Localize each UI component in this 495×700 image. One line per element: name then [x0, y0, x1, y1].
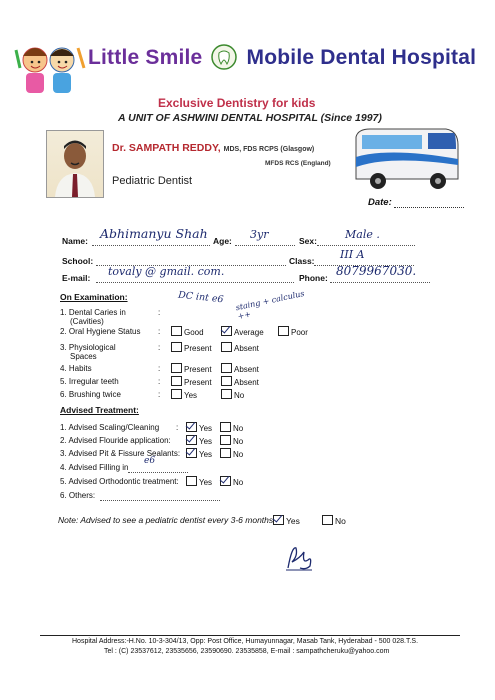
checkbox[interactable] [171, 376, 182, 386]
footer-address: Hospital Address:-H.No. 10-3-304/13, Opp: Post Office, Humayunnagar, Masab Tank, Hyderabad - 500 028.T.S. [72, 638, 419, 645]
option-no[interactable] [220, 476, 243, 487]
age-value[interactable]: 3yr [250, 228, 269, 241]
option-label: No [233, 478, 244, 487]
exam-num: 5. [60, 377, 67, 386]
phone-value[interactable]: 8079967030. [336, 264, 417, 278]
title-part1: Little Smile [88, 46, 203, 69]
exam-item-habits [60, 364, 92, 373]
exam-num: 6. [60, 390, 67, 399]
kids-logo-icon [10, 38, 92, 100]
checkbox[interactable] [221, 376, 232, 386]
option-yes[interactable] [186, 448, 212, 459]
advised-label: Others: [68, 491, 96, 500]
checkbox[interactable] [171, 326, 182, 336]
advised-num: 2. [60, 436, 67, 445]
option-label: Poor [291, 328, 308, 337]
doctor-degrees-2: MFDS RCS (England) [265, 160, 331, 167]
option-yes[interactable] [171, 389, 197, 400]
colon: : [158, 390, 161, 399]
checkbox[interactable] [171, 363, 182, 373]
advised-num: 3. [60, 449, 67, 458]
signature-icon [282, 540, 320, 574]
exam-item-caries [60, 308, 126, 317]
doctor-photo [46, 130, 104, 198]
colon: : [158, 377, 161, 386]
footer-rule [40, 635, 460, 636]
exam-item-brushing [60, 390, 121, 399]
footer-contact: Tel : (C) 23537612, 23535656, 23590690. 23535858, E-mail : sampathcheruku@yahoo.com [104, 648, 390, 655]
option-label: Yes [199, 437, 213, 446]
filling-annotation: e6 [144, 456, 156, 466]
phone-label: Phone: [299, 273, 328, 283]
sex-label: Sex: [299, 236, 317, 246]
option-present[interactable] [171, 376, 212, 387]
exam-label: Irregular teeth [68, 377, 119, 386]
advised-item-filling [60, 463, 128, 472]
advised-item-ortho [60, 477, 179, 486]
sex-line [317, 244, 415, 246]
advised-num: 6. [60, 491, 67, 500]
exam-num: 1. [60, 308, 67, 317]
colon: : [158, 327, 161, 336]
colon: : [176, 423, 179, 432]
checkbox[interactable] [221, 363, 232, 373]
option-label: No [233, 437, 244, 446]
option-label: Absent [234, 344, 259, 353]
option-present[interactable] [171, 342, 212, 353]
checkbox-checked[interactable] [186, 448, 197, 458]
option-present[interactable] [171, 363, 212, 374]
colon: : [158, 308, 161, 317]
checkbox[interactable] [186, 476, 197, 486]
doctor-name-line [112, 142, 314, 154]
date-label: Date: [368, 197, 392, 208]
exam-label: Habits [68, 364, 92, 373]
age-label: Age: [213, 236, 232, 246]
option-no[interactable] [220, 435, 243, 446]
tagline: Exclusive Dentistry for kids [158, 96, 316, 110]
option-label: No [233, 424, 244, 433]
phone-line [330, 281, 430, 283]
option-label: Absent [234, 378, 259, 387]
exam-item-irregular [60, 377, 119, 386]
checkbox[interactable] [220, 422, 231, 432]
checkbox[interactable] [278, 326, 289, 336]
option-label: Yes [199, 424, 213, 433]
colon: : [158, 343, 161, 352]
advised-label: Advised Flouride application: [68, 436, 171, 445]
exam-label-cont: Spaces [70, 352, 97, 361]
option-absent[interactable] [221, 376, 259, 387]
checkbox[interactable] [322, 515, 333, 525]
option-no[interactable] [220, 422, 243, 433]
date-field [368, 197, 464, 208]
checkbox-checked[interactable] [220, 476, 231, 486]
option-label: Absent [234, 365, 259, 374]
exam-label: Physiological [68, 343, 116, 352]
doctor-degrees: MDS, FDS RCPS (Glasgow) [223, 146, 315, 153]
exam-label: Brushing twice [68, 390, 121, 399]
filling-line[interactable] [128, 471, 188, 473]
advised-item-flouride [60, 436, 171, 445]
email-value[interactable]: tovaly @ gmail. com. [108, 265, 225, 278]
examination-heading: On Examination: [60, 292, 128, 302]
checkbox[interactable] [221, 342, 232, 352]
checkbox[interactable] [171, 389, 182, 399]
mobile-van-icon [350, 125, 462, 195]
option-label: No [233, 450, 244, 459]
checkbox-checked[interactable] [186, 422, 197, 432]
exam-label: Dental Caries in [68, 308, 126, 317]
exam-num: 4. [60, 364, 67, 373]
exam-num: 3. [60, 343, 67, 352]
colon: : [158, 364, 161, 373]
hospital-title [88, 44, 476, 70]
tooth-logo-icon [211, 44, 237, 70]
school-label: School: [62, 256, 94, 266]
advised-item-scaling [60, 423, 159, 432]
option-absent[interactable] [221, 363, 259, 374]
unit-line: A UNIT OF ASHWINI DENTAL HOSPITAL (Since 1997) [118, 112, 382, 124]
advised-num: 5. [60, 477, 67, 486]
option-average[interactable] [221, 326, 264, 337]
option-label: Yes [199, 450, 213, 459]
specialty: Pediatric Dentist [112, 175, 193, 187]
advised-item-others [60, 491, 95, 500]
option-label: Present [184, 344, 212, 353]
advised-num: 1. [60, 423, 67, 432]
name-label: Name: [62, 236, 88, 246]
checkbox-checked[interactable] [273, 515, 284, 525]
name-value[interactable]: Abhimanyu Shah [100, 226, 208, 241]
checkbox-checked[interactable] [221, 326, 232, 336]
option-label: No [234, 391, 245, 400]
option-poor[interactable] [278, 326, 308, 337]
option-label: Present [184, 378, 212, 387]
exam-item-hygiene [60, 327, 141, 336]
date-line[interactable] [394, 197, 464, 208]
advised-heading: Advised Treatment: [60, 405, 139, 415]
others-line[interactable] [100, 499, 220, 501]
name-line [92, 244, 210, 246]
checkbox[interactable] [220, 448, 231, 458]
option-absent[interactable] [221, 342, 259, 353]
option-no[interactable] [221, 389, 244, 400]
sex-value[interactable]: Male . [345, 228, 380, 241]
email-line [96, 281, 294, 283]
advised-label: Advised Scaling/Cleaning [68, 423, 160, 432]
email-label: E-mail: [62, 273, 91, 283]
option-yes[interactable] [186, 476, 212, 487]
note-option-no[interactable] [322, 515, 346, 526]
option-label: Present [184, 365, 212, 374]
option-label: Average [234, 328, 264, 337]
option-label: Good [184, 328, 204, 337]
advised-num: 4. [60, 463, 67, 472]
class-value[interactable]: III A [340, 248, 365, 261]
advised-label: Advised Orthodontic treatment: [68, 477, 179, 486]
hygiene-annotation: staing + calculus ++ [234, 288, 306, 322]
checkbox-checked[interactable] [186, 435, 197, 445]
doctor-portrait-icon [47, 131, 103, 197]
recall-note: Note: Advised to see a pediatric dentist every 3-6 months [58, 515, 274, 525]
exam-label: Oral Hygiene Status [68, 327, 141, 336]
age-line [235, 244, 295, 246]
exam-num: 2. [60, 327, 67, 336]
advised-label: Advised Pit & Fissure Sealants: [68, 449, 181, 458]
exam-label-cont: (Cavities) [70, 317, 104, 326]
option-label: Yes [184, 391, 198, 400]
option-yes[interactable] [186, 422, 212, 433]
title-part2: Mobile Dental Hospital [246, 46, 477, 69]
option-yes[interactable] [186, 435, 212, 446]
checkbox[interactable] [220, 435, 231, 445]
option-label: Yes [199, 478, 213, 487]
doctor-name: Dr. SAMPATH REDDY, [112, 142, 221, 154]
note-option-yes[interactable] [273, 515, 300, 526]
advised-item-sealants [60, 449, 180, 458]
class-label: Class: [289, 256, 315, 266]
option-label: Yes [286, 516, 300, 526]
option-label: No [335, 516, 346, 526]
checkbox[interactable] [221, 389, 232, 399]
exam-item-spaces [60, 343, 116, 352]
checkbox[interactable] [171, 342, 182, 352]
option-no[interactable] [220, 448, 243, 459]
caries-annotation: DC int e6 [177, 289, 225, 306]
advised-label: Advised Filling in [68, 463, 129, 472]
option-good[interactable] [171, 326, 204, 337]
